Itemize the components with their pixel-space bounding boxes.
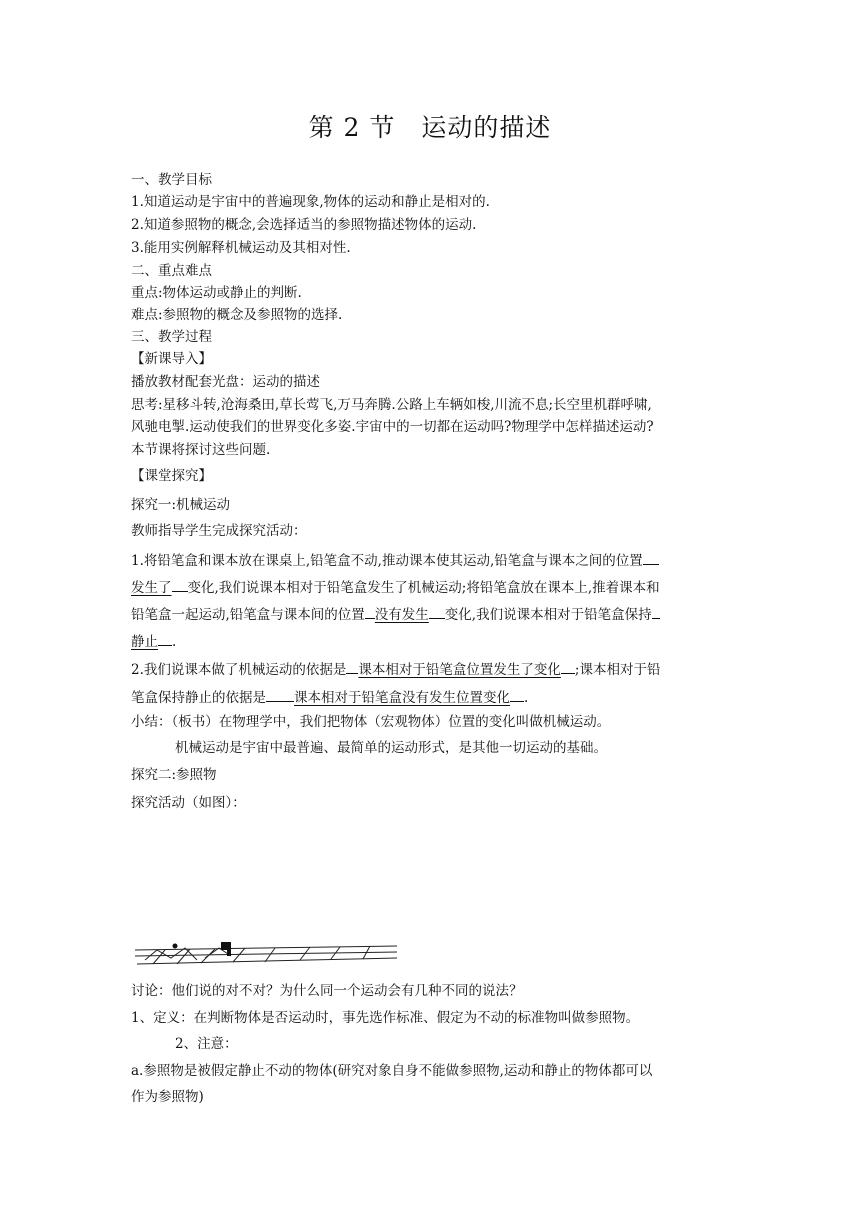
- item1-line-3: [131, 603, 660, 624]
- answer-blank: [429, 603, 445, 619]
- answer-blank: [158, 630, 172, 646]
- summary-line-2: 机械运动是宇宙中最普遍、最简单的运动形式，是其他一切运动的基础。: [175, 740, 607, 756]
- answer-blank: [266, 686, 294, 702]
- answer-5: 课本相对于铅笔盒没有发生位置变化: [294, 690, 510, 706]
- summary-line-1: 小结：（板书）在物理学中，我们把物体（宏观物体）位置的变化叫做机械运动。: [131, 714, 611, 730]
- explore-1: 探究一:机械运动: [131, 497, 231, 513]
- item1-line-4: [131, 630, 176, 651]
- discussion: 讨论：他们说的对不对？为什么同一个运动会有几种不同的说法？: [131, 983, 523, 999]
- item1-text-a: 1.将铅笔盒和课本放在课桌上,铅笔盒不动,推动课本使其运动,铅笔盒与课本之间的位置: [131, 553, 643, 569]
- note-a-line-1: a.参照物是被假定静止不动的物体(研究对象自身不能做参照物,运动和静止的物体都可以: [131, 1063, 653, 1079]
- key-point: 重点:物体运动或静止的判断.: [131, 285, 302, 301]
- section-heading-process: 三、教学过程: [131, 329, 212, 345]
- item2-line-1: [131, 658, 660, 679]
- item2-text-c: 笔盒保持静止的依据是: [131, 690, 266, 706]
- item2-text-b: ;课本相对于铅: [574, 662, 661, 678]
- answer-2: 没有发生: [374, 607, 429, 623]
- answer-1: 发生了: [131, 580, 172, 596]
- item1-text-d: 变化,我们说课本相对于铅笔盒保持: [444, 607, 652, 623]
- section-heading-goals: 一、教学目标: [131, 172, 212, 188]
- answer-blank: [365, 603, 375, 619]
- answer-blank: [510, 686, 524, 702]
- item2-end: .: [524, 690, 529, 706]
- item1-end: .: [172, 634, 177, 650]
- goal-3: 3.能用实例解释机械运动及其相对性.: [131, 240, 351, 256]
- answer-blank: [346, 658, 358, 674]
- item1-line-2: [131, 576, 660, 597]
- explore-2: 探究二:参照物: [131, 767, 217, 783]
- answer-blank: [643, 549, 659, 565]
- answer-3: 静止: [131, 634, 158, 650]
- think-line-1: 思考:星移斗转,沧海桑田,草长莺飞,万马奔腾.公路上车辆如梭,川流不息;长空里机群呼啸,: [131, 397, 652, 413]
- goal-1: 1.知道运动是宇宙中的普遍现象,物体的运动和静止是相对的.: [131, 194, 490, 210]
- play-disc: 播放教材配套光盘：运动的描述: [131, 374, 320, 390]
- intro-heading: 【新课导入】: [131, 351, 212, 367]
- item1-line-1: [131, 549, 659, 570]
- section-heading-key-points: 二、重点难点: [131, 263, 212, 279]
- explore-heading: 【课堂探究】: [131, 468, 212, 484]
- goal-2: 2.知道参照物的概念,会选择适当的参照物描述物体的运动.: [131, 217, 477, 233]
- item2-line-2: [131, 686, 528, 707]
- answer-4: 课本相对于铅笔盒位置发生了变化: [358, 662, 561, 678]
- note-a-line-2: 作为参照物): [131, 1089, 204, 1105]
- answer-blank: [561, 658, 575, 674]
- think-line-2: 风驰电掣.运动使我们的世界变化多姿.宇宙中的一切都在运动吗?物理学中怎样描述运动?: [131, 419, 654, 435]
- activity-prompt: 探究活动（如图）：: [131, 795, 246, 811]
- item2-text-a: 2.我们说课本做了机械运动的依据是: [131, 662, 347, 678]
- think-line-3: 本节课将探讨这些问题.: [131, 442, 271, 458]
- answer-blank: [172, 576, 188, 592]
- definition: 1、定义：在判断物体是否运动时，事先选作标准、假定为不动的标准物叫做参照物。: [131, 1010, 640, 1026]
- item1-text-c: 铅笔盒一起运动,铅笔盒与课本间的位置: [131, 607, 365, 623]
- difficulty-point: 难点:参照物的概念及参照物的选择.: [131, 307, 343, 323]
- activity-figure: [135, 938, 400, 968]
- page-title: 第 2 节 运动的描述: [308, 113, 552, 142]
- answer-blank: [652, 603, 660, 619]
- item1-text-b: 变化,我们说课本相对于铅笔盒发生了机械运动;将铅笔盒放在课本上,推着课本和: [187, 580, 660, 596]
- teacher-guide: 教师指导学生完成探究活动：: [131, 523, 307, 539]
- note-heading: 2、注意：: [175, 1036, 238, 1052]
